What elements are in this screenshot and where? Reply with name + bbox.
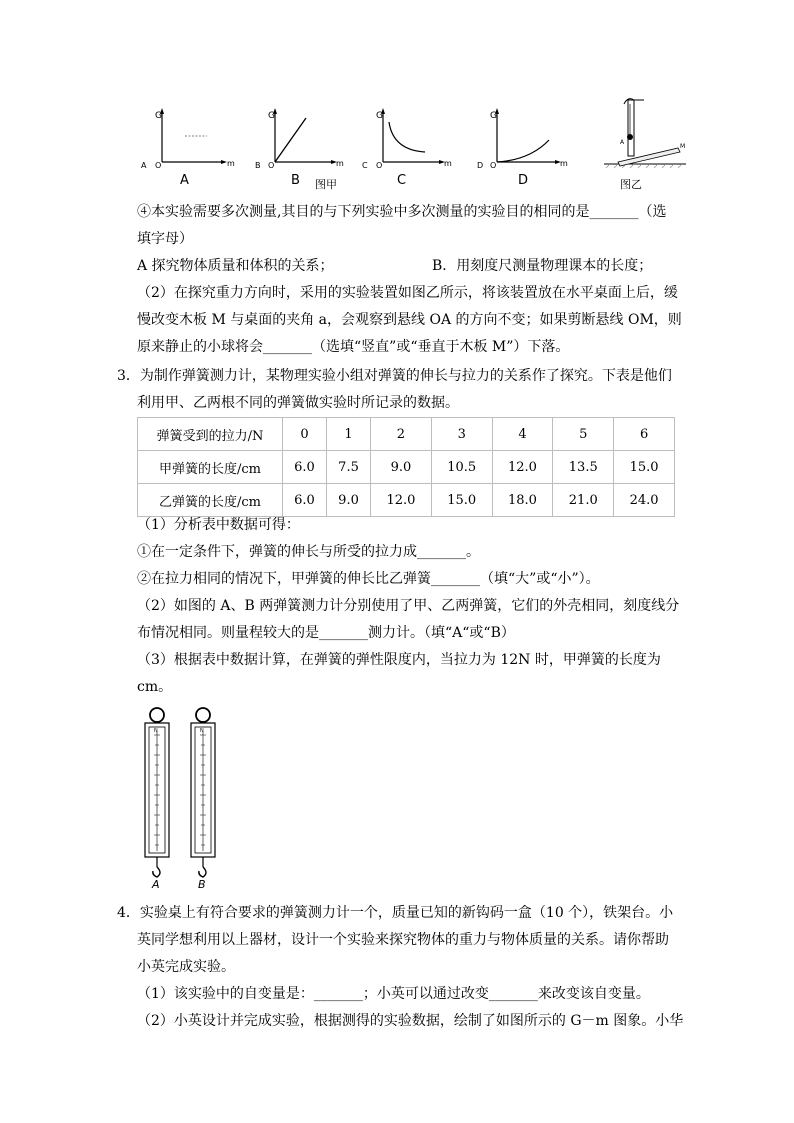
graph-b-y-label: G [268, 111, 275, 121]
scale-a-label: A [152, 878, 160, 890]
graph-c-side-letter: C [362, 161, 368, 170]
table-cell: 13.5 [553, 451, 614, 484]
table-cell: 2 [371, 418, 432, 451]
table-cell: 9.0 [371, 451, 432, 484]
table-cell: 18.0 [492, 484, 553, 517]
q3-part1-item2: ②在拉力相同的情况下，甲弹簧的伸长比乙弹簧_______（填“大”或“小”）。 [137, 571, 600, 587]
spring-scale-a [145, 708, 169, 890]
graph-d-y-label: G [490, 111, 497, 121]
spring-scale-b [191, 708, 215, 890]
q3-part1: （1）分析表中数据可得： [137, 517, 300, 533]
table-cell: 1 [327, 418, 371, 451]
q2-part2-line2: 慢改变木板 M 与桌面的夹角 a，会观察到悬线 OA 的方向不变；如果剪断悬线 OM，则 [137, 312, 682, 328]
graph-d-origin: O [490, 161, 497, 170]
table-cell: 6 [614, 418, 675, 451]
q3-part3-line2: cm。 [137, 679, 173, 695]
q3-part1-item1: ①在一定条件下，弹簧的伸长与所受的拉力成_______。 [137, 544, 480, 560]
table-cell: 5 [553, 418, 614, 451]
table-cell: 6.0 [283, 484, 327, 517]
graph-a-y-label: G [155, 111, 162, 121]
q3-intro-line2: 利用甲、乙两根不同的弹簧做实验时所记录的数据。 [137, 395, 459, 411]
graph-d-x-label: m [560, 159, 568, 168]
scale-a-unit: N [154, 728, 158, 734]
table-row-label: 弹簧受到的拉力/N [138, 418, 283, 451]
table-row-label: 甲弹簧的长度/cm [138, 451, 283, 484]
table-cell: 12.0 [371, 484, 432, 517]
table-cell: 7.5 [327, 451, 371, 484]
caption-jia: 图甲 [315, 178, 337, 191]
graph-c-y-label: G [376, 111, 383, 121]
graph-d [477, 108, 568, 188]
spring-data-table [137, 417, 675, 517]
table-row [138, 418, 675, 451]
q4-line3: 小英完成实验。 [137, 959, 235, 975]
graph-b [255, 108, 344, 188]
graph-b-letter: B [291, 173, 300, 188]
q4-part1: （1）该实验中的自变量是：_______；小英可以通过改变_______来改变该自变量。 [137, 986, 650, 1002]
graph-b-x-label: m [336, 159, 344, 168]
graph-b-side-letter: B [255, 161, 261, 170]
q2-option-a: A 探究物体质量和体积的关系； [137, 258, 334, 274]
table-cell: 12.0 [492, 451, 553, 484]
figure-yi [600, 92, 692, 192]
table-cell: 9.0 [327, 484, 371, 517]
fig-yi-point-label: A [620, 139, 625, 146]
q4-part2: （2）小英设计并完成实验，根据测得的实验数据，绘制了如图所示的 G－m 图象。小华 [137, 1013, 684, 1029]
caption-yi: 图乙 [620, 178, 642, 191]
q3-part3-line1: （3）根据表中数据计算，在弹簧的弹性限度内，当拉力为 12N 时，甲弹簧的长度为 [137, 652, 661, 668]
table-cell: 0 [283, 418, 327, 451]
graph-a [141, 108, 235, 188]
q3-part2-line2: 布情况相同。则量程较大的是_______测力计。（填“A“或“B） [137, 625, 515, 641]
table-cell: 24.0 [614, 484, 675, 517]
table-row [138, 484, 675, 517]
graph-c-x-label: m [444, 159, 452, 168]
q2-option-b: B．用刻度尺测量物理课本的长度； [432, 258, 653, 274]
figure-jia [135, 100, 585, 195]
scale-b-unit: N [200, 728, 204, 734]
graph-d-letter: D [518, 173, 529, 188]
graph-d-side-letter: D [477, 161, 484, 170]
table-cell: 6.0 [283, 451, 327, 484]
graph-a-side-letter: A [141, 161, 147, 170]
q2-part2-line1: （2）在探究重力方向时，采用的实验装置如图乙所示，将该装置放在水平桌面上后，缓 [137, 285, 678, 301]
q3-intro-line1: 3．为制作弹簧测力计，某物理实验小组对弹簧的伸长与拉力的关系作了探究。下表是他们 [117, 368, 672, 384]
q4-line2: 英同学想利用以上器材，设计一个实验来探究物体的重力与物体质量的关系。请你帮助 [137, 932, 669, 948]
scale-b-label: B [198, 878, 206, 890]
fig-yi-board-label: M [680, 143, 686, 150]
graph-a-x-label: m [227, 159, 235, 168]
q4-line1: 4．实验桌上有符合要求的弹簧测力计一个，质量已知的新钩码一盒（10 个），铁架台。小 [117, 905, 674, 921]
graph-a-origin: O [155, 161, 162, 170]
q2-part2-line3: 原来静止的小球将会_______（选填“竖直”或“垂直于木板 M”）下落。 [137, 339, 570, 355]
table-cell: 3 [431, 418, 492, 451]
q2-line4-cont: 填字母） [137, 231, 193, 247]
q2-line4: ④本实验需要多次测量,其目的与下列实验中多次测量的实验目的相同的是_______（选 [137, 204, 667, 220]
spring-scales-figure [135, 705, 225, 890]
table-row [138, 451, 675, 484]
table-cell: 15.0 [614, 451, 675, 484]
table-cell: 15.0 [431, 484, 492, 517]
graph-c-origin: O [376, 161, 383, 170]
q3-part2-line1: （2）如图的 A、B 两弹簧测力计分别使用了甲、乙两弹簧，它们的外壳相同，刻度线分 [137, 598, 680, 614]
table-cell: 4 [492, 418, 553, 451]
table-cell: 10.5 [431, 451, 492, 484]
table-row-label: 乙弹簧的长度/cm [138, 484, 283, 517]
table-cell: 21.0 [553, 484, 614, 517]
graph-a-letter: A [180, 173, 189, 188]
graph-c-letter: C [397, 173, 407, 188]
graph-c [362, 108, 452, 188]
graph-b-origin: O [268, 161, 275, 170]
